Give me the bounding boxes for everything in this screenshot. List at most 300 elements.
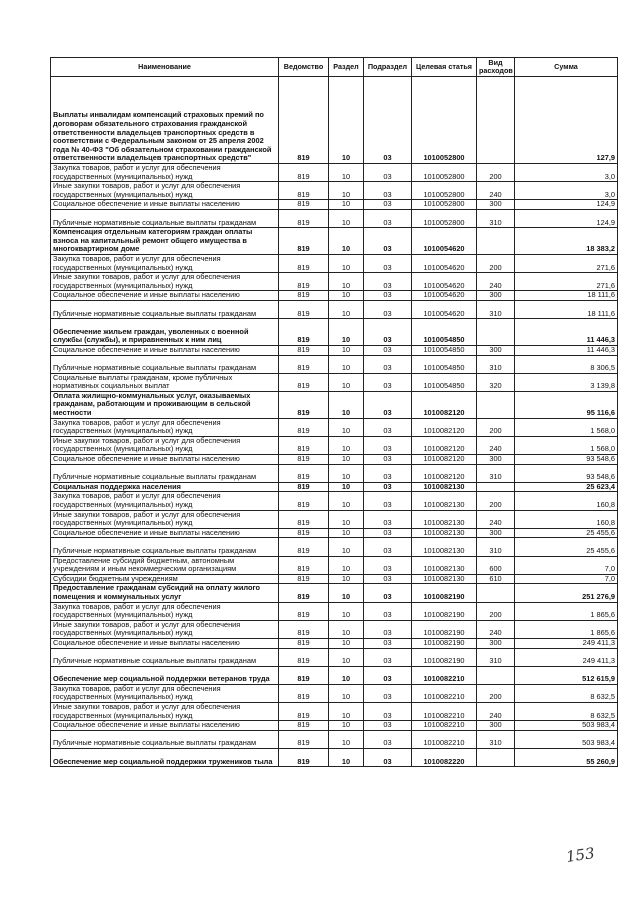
row-section-cell: 10 [329,492,364,510]
row-target-article-cell: 1010082120 [412,455,477,465]
row-amount-cell: 8 306,5 [515,355,618,373]
row-subsection-cell: 03 [364,319,412,346]
table-row [51,436,618,454]
row-amount-cell: 25 623,4 [515,482,618,492]
row-department-cell: 819 [279,666,329,684]
table-row [51,273,618,291]
row-subsection-cell: 03 [364,492,412,510]
row-amount-cell: 11 446,3 [515,345,618,355]
row-amount-cell: 124,9 [515,200,618,210]
row-subsection-cell: 03 [364,482,412,492]
row-target-article-cell: 1010082210 [412,703,477,721]
row-subsection-cell: 03 [364,182,412,200]
budget-table [50,57,618,767]
row-expense-type-cell: 300 [477,345,515,355]
row-subsection-cell: 03 [364,556,412,574]
row-subsection-cell: 03 [364,391,412,418]
row-target-article-cell: 1010082210 [412,666,477,684]
row-department-cell: 819 [279,574,329,584]
row-target-article-cell: 1010082220 [412,749,477,767]
row-section-cell: 10 [329,228,364,255]
row-subsection-cell: 03 [364,436,412,454]
row-expense-type-cell: 310 [477,730,515,748]
row-subsection-cell: 03 [364,164,412,182]
row-section-cell: 10 [329,436,364,454]
row-subsection-cell: 03 [364,538,412,556]
row-amount-cell: 1 568,0 [515,436,618,454]
row-section-cell: 10 [329,584,364,602]
row-expense-type-cell: 200 [477,164,515,182]
row-target-article-cell: 1010082190 [412,648,477,666]
row-subsection-cell: 03 [364,200,412,210]
table-row [51,666,618,684]
table-row [51,319,618,346]
row-subsection-cell: 03 [364,300,412,318]
row-department-cell: 819 [279,620,329,638]
row-amount-cell: 249 411,3 [515,648,618,666]
row-department-cell: 819 [279,482,329,492]
row-section-cell: 10 [329,538,364,556]
row-expense-type-cell: 240 [477,436,515,454]
row-target-article-cell: 1010054620 [412,273,477,291]
row-target-article-cell: 1010082210 [412,730,477,748]
row-section-cell: 10 [329,721,364,731]
row-target-article-cell: 1010082130 [412,510,477,528]
row-section-cell: 10 [329,418,364,436]
row-subsection-cell: 03 [364,455,412,465]
row-section-cell: 10 [329,510,364,528]
row-amount-cell: 7,0 [515,556,618,574]
row-section-cell: 10 [329,182,364,200]
row-name-cell: Предоставление субсидий бюджетным, автономным учреждениям и иным некоммерческим организациям [51,556,279,574]
table-row [51,228,618,255]
row-section-cell: 10 [329,648,364,666]
row-subsection-cell: 03 [364,684,412,702]
row-target-article-cell: 1010054850 [412,319,477,346]
row-expense-type-cell: 310 [477,648,515,666]
row-subsection-cell: 03 [364,602,412,620]
row-target-article-cell: 1010082130 [412,556,477,574]
row-amount-cell: 1 865,6 [515,602,618,620]
row-amount-cell: 11 446,3 [515,319,618,346]
row-section-cell: 10 [329,455,364,465]
row-section-cell: 10 [329,666,364,684]
row-expense-type-cell: 320 [477,373,515,391]
table-row [51,355,618,373]
row-section-cell: 10 [329,464,364,482]
budget-sheet [50,57,617,767]
row-section-cell: 10 [329,291,364,301]
row-section-cell: 10 [329,200,364,210]
row-department-cell: 819 [279,638,329,648]
handwritten-page-number: 153 [564,844,596,866]
row-department-cell: 819 [279,209,329,227]
row-subsection-cell: 03 [364,574,412,584]
table-row [51,482,618,492]
row-department-cell: 819 [279,319,329,346]
row-department-cell: 819 [279,492,329,510]
table-row [51,730,618,748]
row-expense-type-cell: 300 [477,291,515,301]
row-department-cell: 819 [279,528,329,538]
table-row [51,648,618,666]
row-amount-cell: 127,9 [515,77,618,164]
table-row [51,620,618,638]
row-department-cell: 819 [279,721,329,731]
table-row [51,254,618,272]
table-row [51,638,618,648]
row-name-cell: Выплаты инвалидам компенсаций страховых премий по договорам обязательного страхования гражданской ответственности владельцев транспортных средств в соответствии с Федеральным законом от 25 апреля 2002 года № 40-ФЗ "Об обязательном страховании гражданской ответственности владельцев транспортных средств" [51,77,279,164]
row-target-article-cell: 1010052800 [412,209,477,227]
row-amount-cell: 3 139,8 [515,373,618,391]
row-amount-cell: 55 260,9 [515,749,618,767]
row-amount-cell: 1 568,0 [515,418,618,436]
row-name-cell: Социальное обеспечение и иные выплаты населению [51,638,279,648]
row-name-cell: Закупка товаров, работ и услуг для обеспечения государственных (муниципальных) нужд [51,492,279,510]
row-department-cell: 819 [279,436,329,454]
row-subsection-cell: 03 [364,373,412,391]
row-department-cell: 819 [279,538,329,556]
row-section-cell: 10 [329,620,364,638]
table-row [51,300,618,318]
row-target-article-cell: 1010054620 [412,254,477,272]
row-amount-cell: 25 455,6 [515,538,618,556]
row-section-cell: 10 [329,602,364,620]
row-section-cell: 10 [329,209,364,227]
row-name-cell: Иные закупки товаров, работ и услуг для обеспечения государственных (муниципальных) нужд [51,182,279,200]
row-expense-type-cell: 240 [477,510,515,528]
row-name-cell: Социальная поддержка населения [51,482,279,492]
row-name-cell: Публичные нормативные социальные выплаты гражданам [51,730,279,748]
row-name-cell: Иные закупки товаров, работ и услуг для обеспечения государственных (муниципальных) нужд [51,436,279,454]
table-row [51,684,618,702]
row-name-cell: Социальное обеспечение и иные выплаты населению [51,528,279,538]
table-row [51,164,618,182]
table-row [51,528,618,538]
row-department-cell: 819 [279,291,329,301]
row-section-cell: 10 [329,319,364,346]
row-subsection-cell: 03 [364,418,412,436]
row-section-cell: 10 [329,749,364,767]
row-target-article-cell: 1010082120 [412,418,477,436]
row-target-article-cell: 1010082130 [412,574,477,584]
row-target-article-cell: 1010082120 [412,464,477,482]
row-subsection-cell: 03 [364,510,412,528]
row-amount-cell: 95 116,6 [515,391,618,418]
row-name-cell: Иные закупки товаров, работ и услуг для обеспечения государственных (муниципальных) нужд [51,510,279,528]
row-department-cell: 819 [279,703,329,721]
row-section-cell: 10 [329,254,364,272]
row-department-cell: 819 [279,254,329,272]
row-department-cell: 819 [279,418,329,436]
table-row [51,556,618,574]
row-amount-cell: 512 615,9 [515,666,618,684]
row-department-cell: 819 [279,556,329,574]
table-row [51,418,618,436]
row-name-cell: Публичные нормативные социальные выплаты гражданам [51,538,279,556]
table-row [51,391,618,418]
table-row [51,538,618,556]
row-department-cell: 819 [279,273,329,291]
row-subsection-cell: 03 [364,209,412,227]
table-row [51,200,618,210]
row-subsection-cell: 03 [364,703,412,721]
row-expense-type-cell: 310 [477,355,515,373]
table-row [51,749,618,767]
row-target-article-cell: 1010082130 [412,528,477,538]
row-amount-cell: 18 111,6 [515,300,618,318]
header-subsection: Подраздел [364,58,412,77]
row-name-cell: Социальное обеспечение и иные выплаты населению [51,291,279,301]
table-row [51,455,618,465]
row-amount-cell: 93 548,6 [515,455,618,465]
row-subsection-cell: 03 [364,638,412,648]
row-expense-type-cell: 240 [477,703,515,721]
row-expense-type-cell: 200 [477,602,515,620]
row-name-cell: Публичные нормативные социальные выплаты гражданам [51,464,279,482]
row-amount-cell: 7,0 [515,574,618,584]
row-name-cell: Иные закупки товаров, работ и услуг для обеспечения государственных (муниципальных) нужд [51,703,279,721]
row-expense-type-cell: 610 [477,574,515,584]
row-section-cell: 10 [329,164,364,182]
row-section-cell: 10 [329,77,364,164]
row-amount-cell: 3,0 [515,164,618,182]
row-target-article-cell: 1010054850 [412,355,477,373]
row-subsection-cell: 03 [364,228,412,255]
row-section-cell: 10 [329,574,364,584]
row-target-article-cell: 1010054620 [412,300,477,318]
row-name-cell: Предоставление гражданам субсидий на оплату жилого помещения и коммунальных услуг [51,584,279,602]
row-department-cell: 819 [279,510,329,528]
header-section: Раздел [329,58,364,77]
row-expense-type-cell [477,584,515,602]
row-target-article-cell: 1010054850 [412,373,477,391]
row-department-cell: 819 [279,464,329,482]
row-subsection-cell: 03 [364,528,412,538]
row-expense-type-cell [477,228,515,255]
row-amount-cell: 18 383,2 [515,228,618,255]
row-subsection-cell: 03 [364,355,412,373]
row-subsection-cell: 03 [364,648,412,666]
row-expense-type-cell: 300 [477,638,515,648]
row-target-article-cell: 1010082130 [412,492,477,510]
row-amount-cell: 1 865,6 [515,620,618,638]
row-expense-type-cell [477,482,515,492]
row-name-cell: Оплата жилищно-коммунальных услуг, оказываемых гражданам, работающим и проживающим в сельской местности [51,391,279,418]
row-amount-cell: 503 983,4 [515,730,618,748]
table-row [51,291,618,301]
row-name-cell: Социальное обеспечение и иные выплаты населению [51,200,279,210]
table-row [51,209,618,227]
row-department-cell: 819 [279,648,329,666]
row-department-cell: 819 [279,684,329,702]
table-row [51,464,618,482]
row-expense-type-cell [477,391,515,418]
row-expense-type-cell: 310 [477,538,515,556]
row-amount-cell: 251 276,9 [515,584,618,602]
row-department-cell: 819 [279,730,329,748]
row-target-article-cell: 1010082130 [412,482,477,492]
table-row [51,584,618,602]
header-amount: Сумма [515,58,618,77]
row-expense-type-cell: 200 [477,254,515,272]
row-expense-type-cell: 240 [477,273,515,291]
row-name-cell: Социальное обеспечение и иные выплаты населению [51,455,279,465]
row-target-article-cell: 1010054620 [412,291,477,301]
row-amount-cell: 249 411,3 [515,638,618,648]
row-section-cell: 10 [329,273,364,291]
row-section-cell: 10 [329,528,364,538]
row-subsection-cell: 03 [364,273,412,291]
row-name-cell: Иные закупки товаров, работ и услуг для обеспечения государственных (муниципальных) нужд [51,620,279,638]
row-expense-type-cell: 300 [477,528,515,538]
row-subsection-cell: 03 [364,464,412,482]
row-name-cell: Социальное обеспечение и иные выплаты населению [51,345,279,355]
row-section-cell: 10 [329,638,364,648]
table-header-row [51,58,618,77]
table-row [51,574,618,584]
table-row [51,492,618,510]
row-expense-type-cell: 310 [477,464,515,482]
row-department-cell: 819 [279,182,329,200]
row-section-cell: 10 [329,355,364,373]
row-section-cell: 10 [329,482,364,492]
row-name-cell: Закупка товаров, работ и услуг для обеспечения государственных (муниципальных) нужд [51,418,279,436]
row-target-article-cell: 1010082120 [412,391,477,418]
row-expense-type-cell: 300 [477,721,515,731]
row-subsection-cell: 03 [364,291,412,301]
row-amount-cell: 8 632,5 [515,684,618,702]
row-name-cell: Социальные выплаты гражданам, кроме публичных нормативных социальных выплат [51,373,279,391]
row-department-cell: 819 [279,345,329,355]
row-expense-type-cell [477,319,515,346]
table-row [51,703,618,721]
row-name-cell: Компенсация отдельным категориям граждан оплаты взноса на капитальный ремонт общего имущества в многоквартирном доме [51,228,279,255]
row-section-cell: 10 [329,703,364,721]
row-name-cell: Социальное обеспечение и иные выплаты населению [51,721,279,731]
row-department-cell: 819 [279,584,329,602]
row-section-cell: 10 [329,300,364,318]
row-name-cell: Публичные нормативные социальные выплаты гражданам [51,209,279,227]
row-subsection-cell: 03 [364,730,412,748]
row-amount-cell: 271,6 [515,273,618,291]
row-amount-cell: 160,8 [515,510,618,528]
row-subsection-cell: 03 [364,749,412,767]
row-expense-type-cell: 200 [477,418,515,436]
row-target-article-cell: 1010082190 [412,638,477,648]
row-target-article-cell: 1010052800 [412,200,477,210]
row-department-cell: 819 [279,228,329,255]
row-target-article-cell: 1010052800 [412,77,477,164]
row-target-article-cell: 1010082190 [412,602,477,620]
row-expense-type-cell: 300 [477,455,515,465]
row-amount-cell: 160,8 [515,492,618,510]
row-amount-cell: 503 983,4 [515,721,618,731]
row-subsection-cell: 03 [364,254,412,272]
row-amount-cell: 3,0 [515,182,618,200]
table-row [51,182,618,200]
row-amount-cell: 18 111,6 [515,291,618,301]
row-target-article-cell: 1010082190 [412,584,477,602]
row-amount-cell: 271,6 [515,254,618,272]
table-row [51,510,618,528]
row-expense-type-cell [477,666,515,684]
row-amount-cell: 124,9 [515,209,618,227]
row-name-cell: Обеспечение жильем граждан, уволенных с военной службы (службы), и приравненных к ним лиц [51,319,279,346]
row-expense-type-cell: 200 [477,684,515,702]
table-row [51,721,618,731]
table-row [51,77,618,164]
row-department-cell: 819 [279,455,329,465]
row-target-article-cell: 1010054620 [412,228,477,255]
table-row [51,345,618,355]
row-name-cell: Обеспечение мер социальной поддержки тружеников тыла [51,749,279,767]
row-amount-cell: 93 548,6 [515,464,618,482]
row-name-cell: Закупка товаров, работ и услуг для обеспечения государственных (муниципальных) нужд [51,164,279,182]
row-section-cell: 10 [329,556,364,574]
row-department-cell: 819 [279,749,329,767]
row-target-article-cell: 1010082210 [412,684,477,702]
row-section-cell: 10 [329,391,364,418]
row-target-article-cell: 1010082120 [412,436,477,454]
header-department: Ведомство [279,58,329,77]
row-department-cell: 819 [279,77,329,164]
row-expense-type-cell: 310 [477,209,515,227]
row-expense-type-cell: 310 [477,300,515,318]
row-department-cell: 819 [279,373,329,391]
row-name-cell: Закупка товаров, работ и услуг для обеспечения государственных (муниципальных) нужд [51,254,279,272]
row-name-cell: Обеспечение мер социальной поддержки ветеранов труда [51,666,279,684]
row-target-article-cell: 1010054850 [412,345,477,355]
row-name-cell: Закупка товаров, работ и услуг для обеспечения государственных (муниципальных) нужд [51,602,279,620]
table-row [51,602,618,620]
row-subsection-cell: 03 [364,620,412,638]
row-department-cell: 819 [279,391,329,418]
header-name: Наименование [51,58,279,77]
row-target-article-cell: 1010052800 [412,182,477,200]
row-name-cell: Публичные нормативные социальные выплаты гражданам [51,648,279,666]
row-expense-type-cell [477,749,515,767]
row-subsection-cell: 03 [364,584,412,602]
row-subsection-cell: 03 [364,77,412,164]
row-department-cell: 819 [279,300,329,318]
row-department-cell: 819 [279,164,329,182]
row-target-article-cell: 1010082190 [412,620,477,638]
row-department-cell: 819 [279,200,329,210]
table-row [51,373,618,391]
row-target-article-cell: 1010052800 [412,164,477,182]
row-subsection-cell: 03 [364,721,412,731]
row-target-article-cell: 1010082210 [412,721,477,731]
row-amount-cell: 8 632,5 [515,703,618,721]
row-expense-type-cell: 300 [477,200,515,210]
row-expense-type-cell: 240 [477,182,515,200]
header-expense-type: Вид расходов [477,58,515,77]
table-body [51,77,618,767]
row-expense-type-cell: 240 [477,620,515,638]
header-target-article: Целевая статья [412,58,477,77]
row-name-cell: Иные закупки товаров, работ и услуг для обеспечения государственных (муниципальных) нужд [51,273,279,291]
row-name-cell: Публичные нормативные социальные выплаты гражданам [51,300,279,318]
row-department-cell: 819 [279,355,329,373]
row-department-cell: 819 [279,602,329,620]
row-name-cell: Публичные нормативные социальные выплаты гражданам [51,355,279,373]
row-expense-type-cell [477,77,515,164]
row-section-cell: 10 [329,345,364,355]
row-section-cell: 10 [329,373,364,391]
row-section-cell: 10 [329,730,364,748]
row-name-cell: Субсидии бюджетным учреждениям [51,574,279,584]
